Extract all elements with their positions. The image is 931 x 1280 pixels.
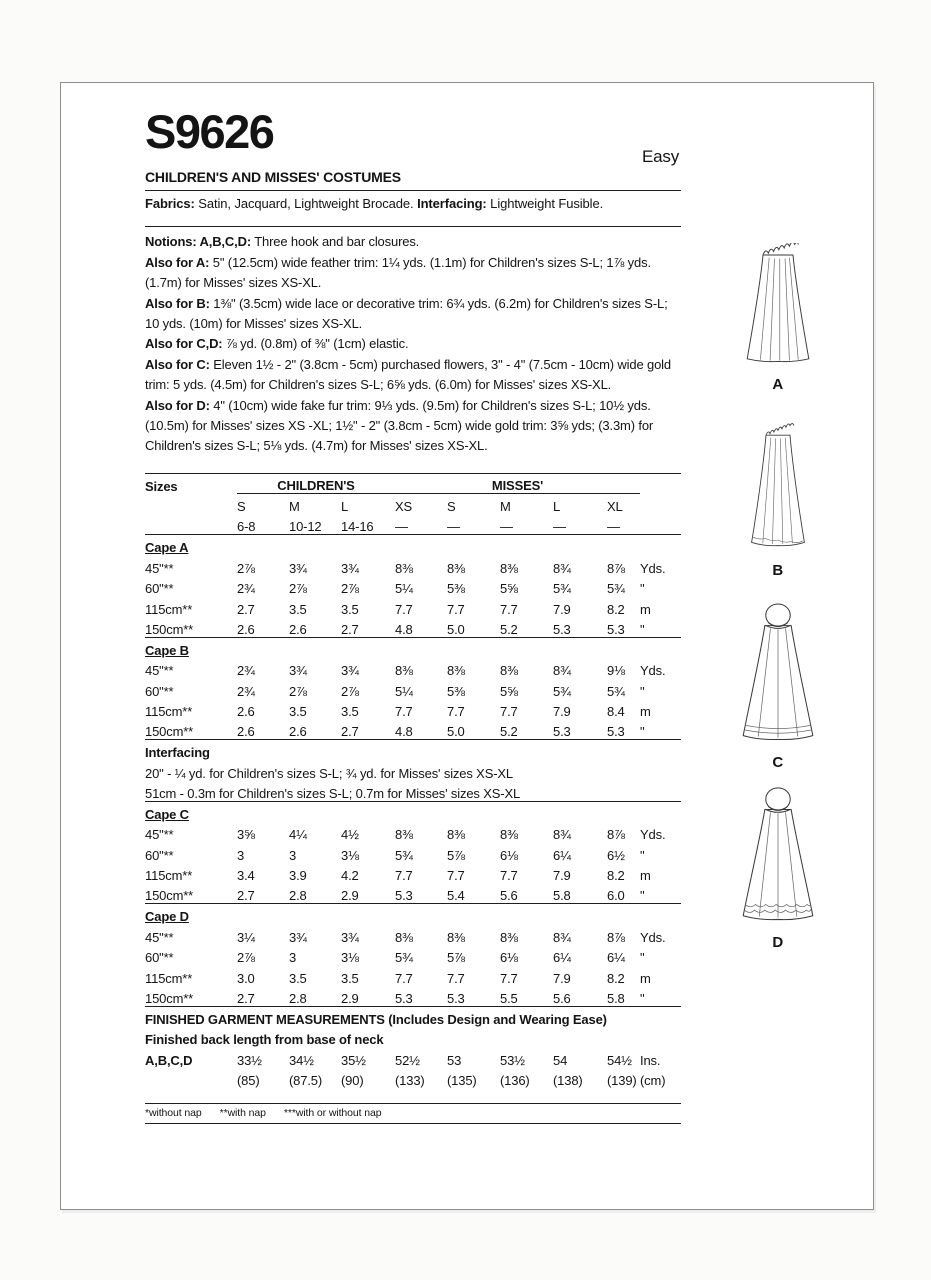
yardage-row: 115cm** 3.0 3.5 3.5 7.7 7.7 7.7 7.9 8.2 m <box>145 970 651 986</box>
size-letters-row: S M L XS S M L XL <box>237 499 623 515</box>
yardage-row: 115cm** 2.6 3.5 3.5 7.7 7.7 7.7 7.9 8.4 m <box>145 704 651 720</box>
footnote-line <box>145 1103 681 1124</box>
pattern-envelope-back <box>60 82 874 1210</box>
yardage-row: 60"** 3 3 3⅛ 5¾ 5⅞ 6⅛ 6¼ 6½ " <box>145 847 645 863</box>
footnote-item: *without nap <box>145 1107 202 1120</box>
page-title: CHILDREN'S AND MISSES' COSTUMES <box>145 169 681 191</box>
difficulty-label: Easy <box>642 147 679 166</box>
cape-c-label: C <box>772 754 784 771</box>
illustration-column <box>683 83 873 1183</box>
table-header-row: Sizes CHILDREN'S MISSES' <box>145 473 681 494</box>
interfacing-text: Lightweight Fusible. <box>486 196 604 212</box>
section-heading-row: Interfacing <box>145 740 681 761</box>
cape-d-label: D <box>772 934 784 951</box>
cape-d-figure <box>683 785 873 951</box>
notions-paragraph: Also for C: Eleven 1½ - 2" (3.8cm - 5cm) purchased flowers, 3" - 4" (7.5cm - 10cm) wide gold trim: 5 yds. (4.5m) for Children's sizes S-L; 6⅝ yds. (6.0m) for Misses' sizes XS-XL. <box>145 356 671 393</box>
size-ranges-row: 6-8 10-12 14-16 — — — — — <box>237 519 620 535</box>
cape-b-illustration <box>738 421 818 555</box>
section-text-row: 20" - ¼ yd. for Children's sizes S-L; ¾ yd. for Misses' sizes XS-XL <box>145 765 513 781</box>
fabrics-text: Satin, Jacquard, Lightweight Brocade. <box>194 196 418 212</box>
cape-a-illustration <box>734 243 822 369</box>
section-heading-row: Cape B <box>145 637 681 658</box>
notions-block <box>145 226 681 456</box>
cape-b-figure <box>683 421 873 579</box>
yardage-row: 45"** 3⅝ 4¼ 4½ 8⅜ 8⅜ 8⅜ 8¾ 8⅞ Yds. <box>145 827 666 843</box>
fabrics-line <box>145 191 681 226</box>
section-text-row: 51cm - 0.3m for Children's sizes S-L; 0.7m for Misses' sizes XS-XL <box>145 785 521 801</box>
yardage-row: 45"** 2⅞ 3¾ 3¾ 8⅜ 8⅜ 8⅜ 8¾ 8⅞ Yds. <box>145 560 666 576</box>
notions-paragraph: Notions: A,B,C,D: Three hook and bar closures. <box>145 234 420 250</box>
finished-cm-row: (85) (87.5) (90) (133) (135) (136) (138) (139) (cm) <box>237 1073 666 1089</box>
yardage-row: 150cm** 2.6 2.6 2.7 4.8 5.0 5.2 5.3 5.3 " <box>145 621 645 637</box>
notions-paragraph: Also for C,D: ⅞ yd. (0.8m) of ⅜" (1cm) elastic. <box>145 336 409 352</box>
notions-paragraph: Also for B: 1⅜" (3.5cm) wide lace or decorative trim: 6¾ yds. (6.2m) for Children's sizes S-L; 10 yds. (10m) for Misses' sizes XS-XL. <box>145 295 668 331</box>
section-heading-row: Cape D <box>145 904 681 925</box>
yardage-row: 60"** 2¾ 2⅞ 2⅞ 5¼ 5⅜ 5⅝ 5¾ 5¾ " <box>145 581 645 597</box>
fabrics-label: Fabrics: <box>145 196 195 212</box>
yardage-row: 45"** 2¾ 3¾ 3¾ 8⅜ 8⅜ 8⅜ 8¾ 9⅛ Yds. <box>145 663 666 679</box>
section-heading-row: Cape A <box>145 535 681 556</box>
main-column <box>145 107 681 1124</box>
cape-a-label: A <box>772 376 784 393</box>
yardage-row: 115cm** 3.4 3.9 4.2 7.7 7.7 7.7 7.9 8.2 m <box>145 868 651 884</box>
footnote-item: **with nap <box>219 1107 266 1120</box>
yardage-row: 150cm** 2.6 2.6 2.7 4.8 5.0 5.2 5.3 5.3 " <box>145 724 645 740</box>
cape-c-illustration <box>731 601 825 747</box>
yardage-row: 150cm** 2.7 2.8 2.9 5.3 5.4 5.6 5.8 6.0 " <box>145 888 645 904</box>
pattern-number: S9626 <box>145 105 274 158</box>
yardage-row: 60"** 2¾ 2⅞ 2⅞ 5¼ 5⅜ 5⅝ 5¾ 5¾ " <box>145 683 645 699</box>
section-heading-row: Cape C <box>145 801 681 822</box>
finished-subtitle-row: Finished back length from base of neck <box>145 1032 384 1048</box>
notions-paragraph: Also for D: 4" (10cm) wide fake fur trim: 9⅓ yds. (9.5m) for Children's sizes S-L; 10½ yds. (10.5m) for Misses' sizes XS -XL; 1½" - 2" (3.8cm - 5cm) wide gold trim: 3⅝ yds; (3.3m) for Children's sizes S-L; 5⅛ yds. (4.7m) for Misses' sizes XS-XL. <box>145 397 654 454</box>
yardage-table <box>145 473 681 1089</box>
yardage-row: 45"** 3¼ 3¾ 3¾ 8⅜ 8⅜ 8⅜ 8¾ 8⅞ Yds. <box>145 929 666 945</box>
finished-values-row: A,B,C,D 33½ 34½ 35½ 52½ 53 53½ 54 54½ Ins. <box>145 1052 661 1068</box>
yardage-row: 115cm** 2.7 3.5 3.5 7.7 7.7 7.7 7.9 8.2 m <box>145 601 651 617</box>
yardage-table-body <box>145 473 681 1088</box>
cape-b-label: B <box>772 562 784 579</box>
cape-c-figure <box>683 601 873 771</box>
interfacing-label: Interfacing: <box>417 196 487 212</box>
cape-d-illustration <box>731 785 825 927</box>
yardage-row: 150cm** 2.7 2.8 2.9 5.3 5.3 5.5 5.6 5.8 " <box>145 990 645 1006</box>
cape-a-figure <box>683 243 873 393</box>
notions-paragraph: Also for A: 5" (12.5cm) wide feather trim: 1¼ yds. (1.1m) for Children's sizes S-L; 1⅞ yds. (1.7m) for Misses' sizes XS-XL. <box>145 254 651 291</box>
footnote-item: ***with or without nap <box>283 1107 382 1120</box>
finished-title-row: FINISHED GARMENT MEASUREMENTS (Includes Design and Wearing Ease) <box>145 1006 681 1027</box>
yardage-row: 60"** 2⅞ 3 3⅛ 5¾ 5⅞ 6⅛ 6¼ 6¼ " <box>145 950 645 966</box>
